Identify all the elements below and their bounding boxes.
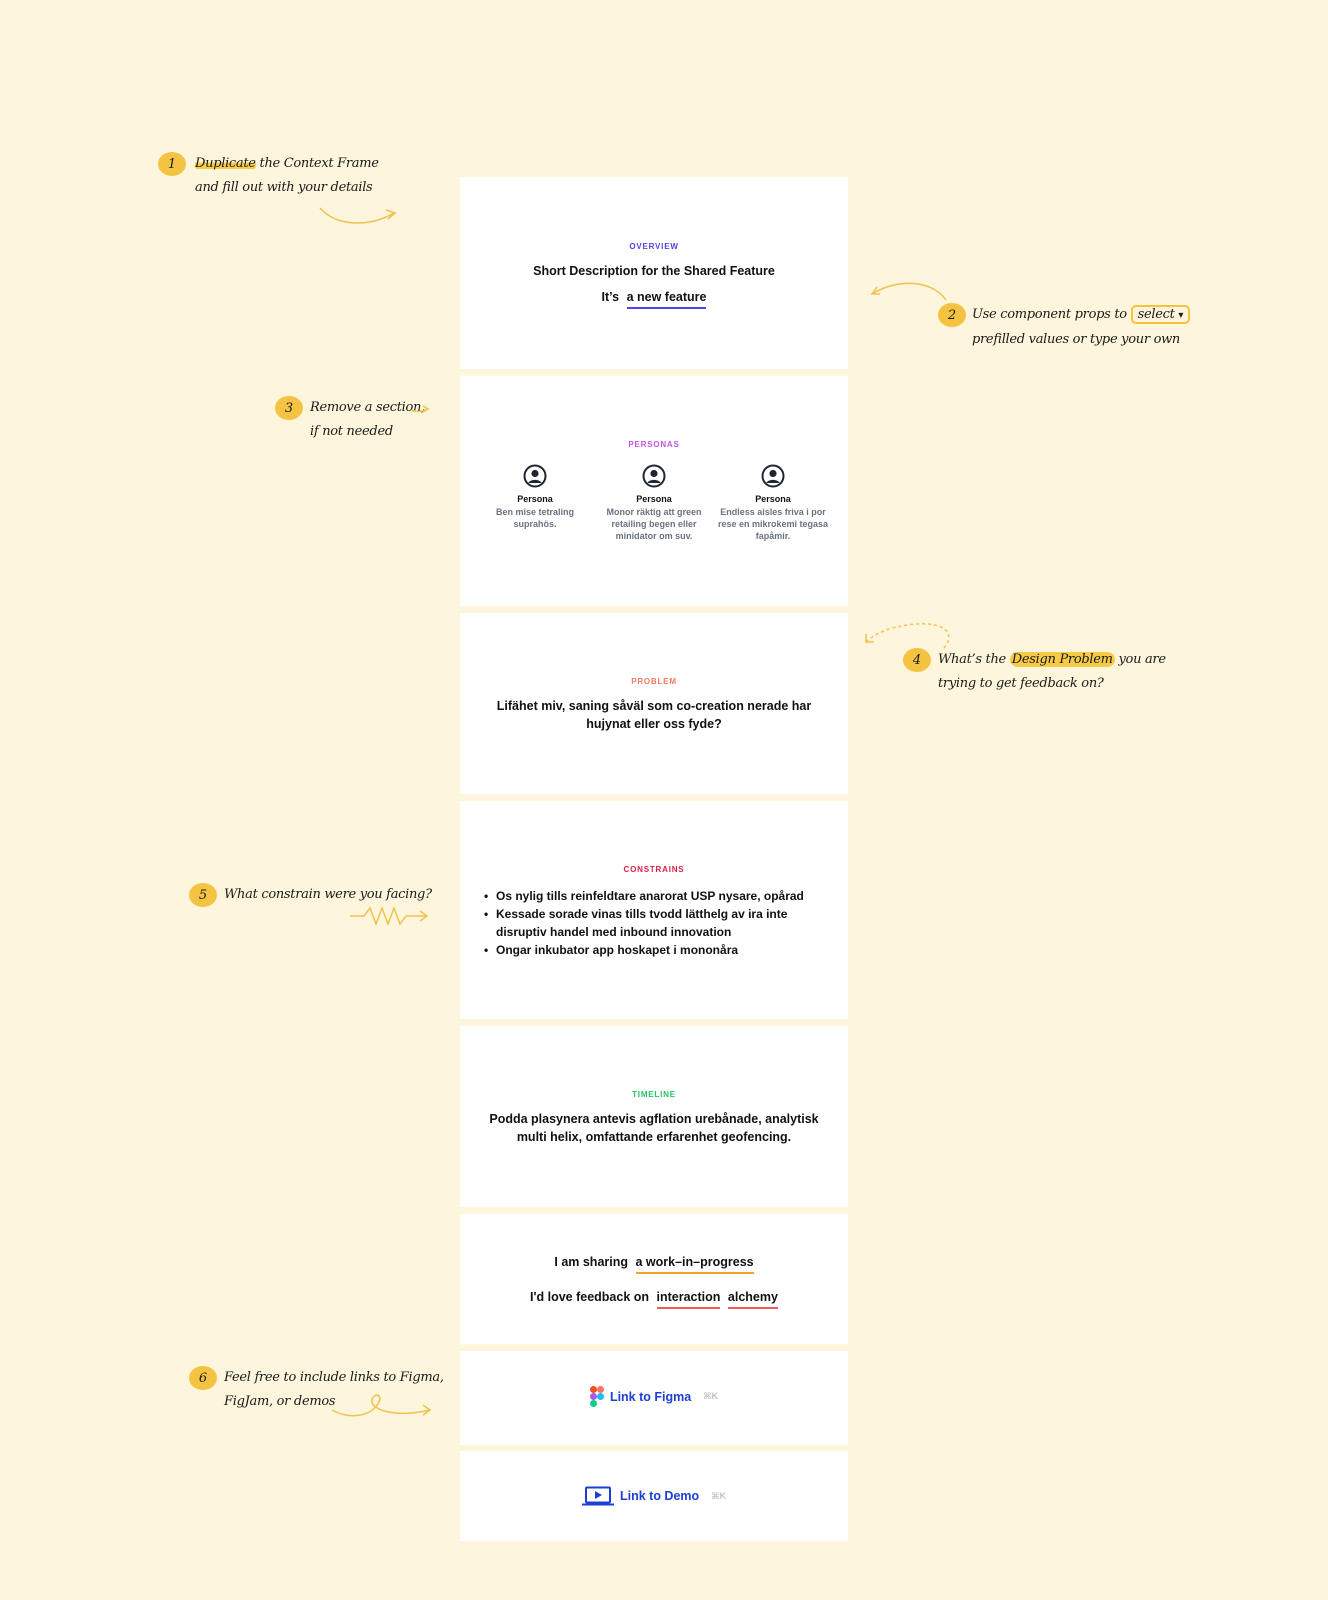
persona-item[interactable] (714, 464, 833, 542)
constraints-card (460, 801, 848, 1019)
curved-arrow-icon (868, 278, 948, 302)
constraint-item[interactable]: • Os nylig tills reinfeldtare anarorat USP nysare, opårad (484, 887, 828, 905)
dashed-arrow-icon (862, 618, 950, 650)
annotation-5-line1: What constrain were you facing? (224, 887, 432, 902)
persona-desc: Ben mise tetraling suprahös. (495, 507, 575, 529)
persona-name: Persona (755, 494, 791, 504)
persona-desc: Endless aisles friva i por rese en mikrokemi tegasa fapåmir. (717, 507, 829, 541)
problem-card (460, 613, 848, 794)
step-badge-1: 1 (158, 152, 186, 176)
step-badge-4: 4 (903, 648, 931, 672)
figma-link[interactable] (460, 1386, 848, 1407)
annotation-3-line2: if not needed (310, 424, 393, 439)
loop-arrow-icon (330, 1392, 434, 1422)
annotation-1-highlight: Duplicate (195, 156, 256, 171)
demo-link-card (460, 1451, 848, 1541)
figma-link-label[interactable]: Link to Figma (609, 1389, 692, 1404)
step-badge-5: 5 (189, 883, 217, 907)
overview-prefix: It’s (601, 290, 620, 304)
step-badge-2: 2 (938, 303, 966, 327)
persona-item[interactable] (476, 464, 595, 542)
figma-link-card (460, 1351, 848, 1445)
demo-link-label[interactable]: Link to Demo (619, 1489, 700, 1503)
step-badge-6: 6 (189, 1366, 217, 1390)
demo-play-icon (582, 1486, 614, 1506)
feedback-row (460, 1288, 848, 1309)
timeline-label: TIMELINE (632, 1090, 676, 1099)
demo-shortcut: ⌘K (711, 1490, 727, 1501)
feedback-topic-select[interactable]: interaction (657, 1288, 721, 1309)
timeline-text[interactable]: Podda plasynera antevis agflation urebånade, analytisk multi helix, omfattande erfarenhet geofencing. (489, 1112, 819, 1144)
personas-label: PERSONAS (628, 440, 680, 449)
user-circle-icon (761, 464, 785, 488)
sharing-prefix: I am sharing (554, 1255, 629, 1269)
overview-label: OVERVIEW (629, 242, 679, 251)
zigzag-arrow-icon (350, 906, 430, 926)
figma-icon (590, 1386, 604, 1407)
feedback-topic-select[interactable]: alchemy (728, 1288, 778, 1309)
persona-name: Persona (636, 494, 672, 504)
annotation-2-select (1131, 305, 1191, 324)
user-circle-icon (642, 464, 666, 488)
constraint-item[interactable]: • Kessade sorade vinas tills tvodd lätthelg av ira inte disruptiv handel med inbound innovation (484, 905, 828, 941)
caret-down-icon: ▾ (1178, 310, 1184, 321)
persona-name: Persona (517, 494, 553, 504)
constraint-item[interactable]: • Ongar inkubator app hoskapet i mononåra (484, 941, 828, 959)
annotation-1-line1: the Context Frame (259, 156, 379, 171)
annotation-1-line2: and fill out with your details (195, 180, 373, 195)
annotation-6-line2: FigJam, or demos (224, 1394, 336, 1409)
annotation-2-line1: Use component props to (972, 307, 1127, 322)
constraints-label: CONSTRAINS (623, 865, 685, 874)
overview-title[interactable]: Short Description for the Shared Feature (533, 264, 775, 278)
figma-shortcut: ⌘K (703, 1391, 719, 1401)
annotation-2 (972, 303, 1190, 352)
annotation-2-line2: prefilled values or type your own (972, 332, 1180, 347)
overview-card (460, 177, 848, 369)
step-badge-3: 3 (275, 396, 303, 420)
persona-item[interactable] (595, 464, 714, 542)
curved-arrow-icon (410, 402, 430, 416)
annotation-3 (310, 396, 425, 444)
annotation-5 (224, 883, 432, 907)
annotation-3-line1: Remove a section, (310, 400, 425, 415)
annotation-2-select-text: select (1137, 307, 1175, 322)
timeline-card (460, 1026, 848, 1207)
annotation-4-highlight: Design Problem (1011, 652, 1113, 667)
persona-desc: Monor räktig att green retailing begen eller minidator om suv. (606, 507, 702, 541)
demo-link[interactable] (460, 1486, 848, 1506)
persona-list (460, 464, 848, 542)
overview-type-select[interactable]: a new feature (627, 288, 707, 309)
annotation-4 (938, 648, 1166, 696)
constraints-list (484, 887, 828, 959)
overview-type-row (460, 288, 848, 309)
sharing-status-row (460, 1253, 848, 1274)
feedback-prefix: I'd love feedback on (530, 1290, 650, 1304)
annotation-1 (195, 152, 379, 200)
user-circle-icon (523, 464, 547, 488)
problem-label: PROBLEM (631, 677, 677, 686)
personas-card (460, 376, 848, 606)
problem-text[interactable]: Lifähet miv, saning såväl som co-creation nerade har hujynat eller oss fyde? (496, 699, 812, 731)
sharing-card (460, 1214, 848, 1344)
sharing-status-select[interactable]: a work–in–progress (636, 1253, 754, 1274)
annotation-4-line1-post: you are (1118, 652, 1166, 667)
annotation-6-line1: Feel free to include links to Figma, (224, 1370, 444, 1385)
curved-arrow-icon (318, 204, 398, 230)
annotation-4-line2: trying to get feedback on? (938, 676, 1104, 691)
annotation-4-line1-pre: What’s the (938, 652, 1006, 667)
